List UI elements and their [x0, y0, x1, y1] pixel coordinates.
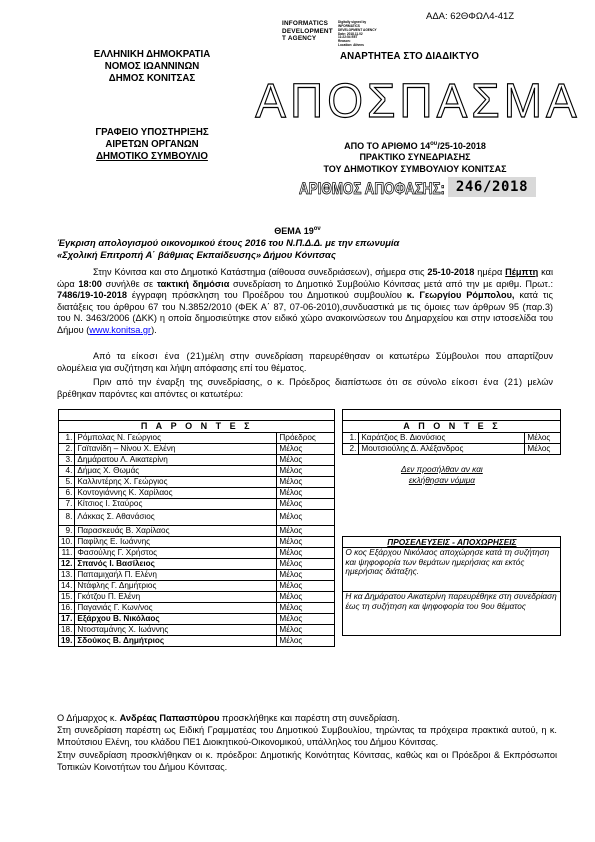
present-header: Π Α Ρ Ο Ν Τ Ε Σ — [59, 420, 335, 432]
closing-section — [57, 712, 557, 773]
empty-cell — [343, 476, 359, 487]
office-line-3: ΔΗΜΟΤΙΚΟ ΣΥΜΒΟΥΛΙΟ — [96, 151, 208, 163]
member-role: Μέλος — [277, 536, 335, 547]
row-number: 9. — [59, 525, 75, 536]
member-role: Μέλος — [277, 476, 335, 487]
member-name: Ντάφλης Γ. Δημήτριος — [75, 580, 277, 591]
empty-cell — [525, 498, 561, 509]
member-name: Γκότζου Π. Ελένη — [75, 591, 277, 602]
meeting-day: Πέμπτη — [505, 267, 539, 277]
gap-cell — [335, 525, 343, 536]
sig-line-6: Reason: — [338, 39, 351, 44]
member-role: Μέλος — [277, 509, 335, 525]
arrival-note-1: Ο κος Εξάρχου Νικόλαος αποχώρησε κατά τη συζήτηση και ψηφοφορία των θεμάτων ημερήσιας και εκτός ημερήσιας διάταξης. — [343, 547, 561, 591]
table-row — [59, 476, 561, 487]
office-line-2: ΑΙΡΕΤΩΝ ΟΡΓΑΝΩΝ — [105, 139, 199, 151]
ref-line-3: ΤΟΥ ΔΗΜΟΤΙΚΟΥ ΣΥΜΒΟΥΛΙΟΥ ΚΟΝΙΤΣΑΣ — [323, 163, 507, 174]
protocol-number: 7486/19-10-2018 — [57, 290, 127, 301]
p1-text-f: έγγραφη πρόσκληση του Προέδρου του Δημοτικού συμβουλίου — [127, 290, 407, 301]
row-number: 2. — [59, 443, 75, 454]
p2-text-a: Από τα — [93, 351, 132, 361]
stamp-text: ΑΠΟΣΠΑΣΜΑ — [255, 73, 581, 128]
row-number: 11. — [59, 547, 75, 558]
gap-cell — [335, 536, 343, 547]
absent-row-number: 2. — [343, 443, 359, 454]
gap-cell — [335, 487, 343, 498]
session-reference — [265, 141, 565, 175]
member-role: Μέλος — [277, 635, 335, 646]
not-came-line-2: εκλήθησαν νόμιμα — [408, 475, 475, 486]
table-row — [59, 525, 561, 536]
sig-line-3: DEVELOPMENT AGENCY — [338, 27, 377, 32]
row-number: 18. — [59, 624, 75, 635]
table-row — [59, 536, 561, 547]
gap-cell — [335, 569, 343, 580]
topic-subject — [57, 237, 553, 261]
office-line-1: ΓΡΑΦΕΙΟ ΥΠΟΣΤΗΡΙΞΗΣ — [95, 127, 209, 138]
informatics-line-1: INFORMATICS — [282, 20, 329, 27]
member-name: Παγανιάς Γ. Κων/νος — [75, 602, 277, 613]
p1-text-h: ). — [151, 324, 157, 335]
thema-sup: ον — [313, 226, 321, 232]
empty-cell — [359, 498, 525, 509]
row-number: 3. — [59, 454, 75, 465]
ada-code: ΑΔΑ: 62ΘΦΩΛ4-41Ζ — [426, 11, 515, 22]
subject-line-2: «Σχολική Επιτροπή Α΄ βάθμιας Εκπαίδευσης» Δήμου Κόνιτσας — [57, 248, 336, 260]
not-came-line-1: Δεν προσήλθαν αν και — [401, 464, 483, 475]
p1-text-d: συνήλθε σε — [101, 278, 157, 289]
arrivals-header: ΠΡΟΣΕΛΕΥΣΕΙΣ - ΑΠΟΧΩΡΗΣΕΙΣ — [343, 536, 561, 547]
row-number: 1. — [59, 432, 75, 443]
gap-cell — [335, 635, 343, 646]
p1-text-c: και ώρα — [57, 267, 553, 289]
member-role: Μέλος — [277, 498, 335, 509]
member-name: Φασούλης Γ. Χρήστος — [75, 547, 277, 558]
empty-cell — [343, 509, 359, 525]
gap-cell — [335, 613, 343, 624]
empty-cell — [525, 635, 561, 646]
member-name: Γαϊτανίδη – Νίνου Χ. Ελένη — [75, 443, 277, 454]
gap-cell — [335, 432, 343, 443]
row-number: 14. — [59, 580, 75, 591]
ref-line-2: ΠΡΑΚΤΙΚΟ ΣΥΝΕΔΡΙΑΣΗΣ — [359, 152, 471, 163]
gap-cell — [335, 443, 343, 454]
subject-line-1: Έγκριση απολογισμού οικονομικού έτους 2016 του Ν.Π.Δ.Δ. με την επωνυμία — [57, 237, 400, 248]
row-number: 12. — [59, 558, 75, 569]
table-header-row — [59, 420, 561, 432]
empty-cell — [525, 454, 561, 465]
member-role: Μέλος — [277, 613, 335, 624]
attendance-table — [58, 409, 561, 647]
website-link[interactable]: www.konitsa.gr — [89, 324, 152, 335]
p1-text-a: Στην Κόνιτσα και στο Δημοτικό Κατάστημα (αίθουσα συνεδριάσεων), σήμερα στις — [93, 267, 428, 277]
sig-line-2: INFORMATICS — [338, 23, 360, 28]
issuer-block — [62, 49, 242, 85]
president-name: κ. Γεωργίου Ρόμπολου, — [406, 290, 515, 301]
row-number: 7. — [59, 498, 75, 509]
p1-text-e: συνεδρίαση το Δημοτικό Συμβούλιο Κόνιτσας μετά από την με αριθμ. Πρωτ.: — [229, 278, 553, 289]
topic-number — [0, 226, 595, 237]
absent-header: Α Π Ο Ν Τ Ε Σ — [343, 420, 561, 432]
decision-label — [298, 176, 446, 198]
arrival-note-2: Η κα Δημάρατου Αικατερίνη παρευρέθηκε στη συνεδρίαση έως τη συζήτηση και ψηφοφορία του 9ου θέματος — [343, 591, 561, 635]
table-row — [59, 498, 561, 509]
ref-line-1 — [265, 141, 565, 152]
p1-text-b: ημέρα — [474, 267, 506, 277]
member-name: Σπανός Ι. Βασίλειος — [75, 558, 277, 569]
row-number: 5. — [59, 476, 75, 487]
gap-cell — [335, 547, 343, 558]
empty-cell — [359, 509, 525, 525]
row-number: 16. — [59, 602, 75, 613]
member-name: Παπαμιχαήλ Π. Ελένη — [75, 569, 277, 580]
member-name: Σδούκος Β. Δημήτριος — [75, 635, 277, 646]
secretary-paragraph: Στη συνεδρίαση παρέστη ως Ειδική Γραμματέας του Δημοτικού Συμβουλίου, τηρώντας τα πρόχειρα πρακτικά αυτού, η κ. Μπούτσιου Ελένη, του κλάδου ΠΕ1 Διοικητικού-Οικονομικού, υπάλληλος του Δήμου Κόνιτσας. — [57, 725, 557, 748]
member-count-2: είκοσι ένα (21) — [451, 377, 523, 387]
attendance-paragraph — [57, 377, 553, 400]
row-number: 15. — [59, 591, 75, 602]
table-row — [59, 547, 561, 558]
empty-cell — [525, 487, 561, 498]
absent-member-name: Καράτζιος Β. Διονύσιος — [359, 432, 525, 443]
row-number: 17. — [59, 613, 75, 624]
empty-cell — [359, 525, 525, 536]
decision-number-box — [298, 176, 536, 198]
row-number: 4. — [59, 465, 75, 476]
prefecture-title: ΝΟΜΟΣ ΙΩΑΝΝΙΝΩΝ — [104, 61, 200, 73]
mayor-paragraph — [57, 712, 557, 724]
p3-text-a: Πριν από την έναρξη της συνεδρίασης, ο κ. Πρόεδρος διαπίστωσε ότι σε σύνολο — [93, 377, 452, 387]
empty-cell — [343, 487, 359, 498]
gap-cell — [335, 465, 343, 476]
gap-cell — [335, 509, 343, 525]
member-role: Μέλος — [277, 558, 335, 569]
row-number: 6. — [59, 487, 75, 498]
empty-cell — [343, 525, 359, 536]
member-role: Μέλος — [277, 465, 335, 476]
row-number: 13. — [59, 569, 75, 580]
member-role: Μέλος — [277, 602, 335, 613]
ref-suffix: /25-10-2018 — [437, 141, 486, 151]
absent-member-role: Μέλος — [525, 432, 561, 443]
mayor-name: Ανδρέας Παπασπύρου — [119, 713, 220, 723]
ref-sup: ου — [430, 141, 438, 147]
empty-cell — [525, 509, 561, 525]
member-name: Κοντογιάννης Κ. Χαρίλαος — [75, 487, 277, 498]
table-row-spacer — [59, 410, 561, 421]
empty-cell — [525, 465, 561, 476]
member-name: Ρόμπολας Ν. Γεώργιος — [75, 432, 277, 443]
informatics-logo — [282, 20, 392, 48]
meeting-time: 18:00 — [78, 278, 102, 289]
table-row — [59, 487, 561, 498]
member-role: Μέλος — [277, 624, 335, 635]
digital-signature-note — [338, 21, 390, 48]
absent-member-role: Μέλος — [525, 443, 561, 454]
row-number: 8. — [59, 509, 75, 525]
p3-text-b: μελών βρέθηκαν παρόντες και απόντες οι κατωτέρω: — [57, 377, 553, 399]
member-role: Μέλος — [277, 580, 335, 591]
mayor-text-b: προσκλήθηκε και παρέστη στη συνεδρίαση. — [219, 713, 400, 723]
empty-cell — [343, 454, 359, 465]
member-role: Μέλος — [277, 487, 335, 498]
empty-cell — [359, 487, 525, 498]
gap-cell — [335, 454, 343, 465]
sig-line-5: 11:22:54 EET — [338, 35, 358, 40]
gap-cell — [335, 410, 343, 421]
member-name: Παφίλης Ε. Ιωάννης — [75, 536, 277, 547]
member-name: Δήμας Χ. Θωμάς — [75, 465, 277, 476]
table-row — [59, 465, 561, 476]
thema-label: ΘΕΜΑ 19 — [274, 226, 314, 236]
republic-title: ΕΛΛΗΝΙΚΗ ΔΗΜΟΚΡΑΤΙΑ — [93, 49, 211, 60]
member-role: Μέλος — [277, 525, 335, 536]
absent-member-name: Μουτσιούλης Δ. Αλέξανδρος — [359, 443, 525, 454]
absent-row-number: 1. — [343, 432, 359, 443]
municipality-title: ΔΗΜΟΣ ΚΟΝΙΤΣΑΣ — [108, 73, 196, 85]
member-name: Καλλιντέρης Χ. Γεώργιος — [75, 476, 277, 487]
mayor-text-a: Ο Δήμαρχος κ. — [57, 713, 120, 723]
gap-cell — [335, 624, 343, 635]
empty-cell — [343, 498, 359, 509]
table-row — [59, 591, 561, 602]
member-role: Μέλος — [277, 547, 335, 558]
member-name: Δημάρατου Λ. Αικατερίνη — [75, 454, 277, 465]
ref-prefix: ΑΠΟ ΤΟ ΑΡΙΘΜΟ 14 — [344, 141, 431, 151]
gap-cell — [335, 591, 343, 602]
empty-cell — [525, 476, 561, 487]
member-role: Μέλος — [277, 591, 335, 602]
row-number: 19. — [59, 635, 75, 646]
sig-line-7: Location: Athens — [338, 43, 364, 48]
member-name: Παρασκευάς Β. Χαρίλαος — [75, 525, 277, 536]
gap-cell — [335, 498, 343, 509]
empty-cell — [343, 635, 359, 646]
gap-cell — [335, 580, 343, 591]
sig-line-4: Date: 2018.11.02 — [338, 31, 363, 36]
quorum-paragraph — [57, 351, 553, 374]
empty-cell — [343, 465, 359, 476]
spacer-cell-right — [343, 410, 561, 421]
apospasma-stamp — [255, 70, 581, 128]
office-block — [62, 127, 242, 163]
gap-cell — [335, 476, 343, 487]
table-row — [59, 432, 561, 443]
member-role: Πρόεδρος — [277, 432, 335, 443]
row-number: 10. — [59, 536, 75, 547]
member-role: Μέλος — [277, 454, 335, 465]
decision-label-text: ΑΡΙΘΜΟΣ ΑΠΟΦΑΣΗΣ: — [299, 180, 445, 198]
p1-text-g: κατά τις διατάξεις του άρθρου 67 του Ν.3852/2010 (ΦΕΚ Α΄ 87, 07-06-2010),συνδυαστικά με τις όμοιες των άρθρων 95 (παρ.3) του Ν. 3463/2006 (ΔΚΚ) η οποία δημοσιεύτηκε στον ειδικό χώρο ανακοινώσεων του Δημαρχείου και στην ιστοσελίδα του Δήμου ( — [57, 290, 553, 335]
member-name: Ντοσταμάνης Χ. Ιωάννης — [75, 624, 277, 635]
invited-paragraph: Στην συνεδρίαση προσκλήθηκαν οι κ. πρόεδροι: Δημοτικής Κοινότητας Κόνιτσας, καθώς και οι Πρόεδροι & Εκπρόσωποι Τοπικών Κοινοτήτων του Δήμου Κόνιτσας. — [57, 749, 557, 772]
informatics-label — [282, 20, 333, 43]
spacer-cell — [59, 410, 335, 421]
member-role: Μέλος — [277, 569, 335, 580]
informatics-line-2: DEVELOPMENT — [282, 27, 333, 35]
web-post-notice: ΑΝΑΡΤΗΤΕΑ ΣΤΟ ΔΙΑΔΙΚΤΥΟ — [340, 51, 479, 62]
decision-number: 246/2018 — [448, 177, 536, 197]
table-row — [59, 635, 561, 646]
informatics-line-3: T AGENCY — [282, 35, 317, 43]
table-row — [59, 509, 561, 525]
empty-cell — [359, 635, 525, 646]
table-row — [59, 454, 561, 465]
meeting-type: τακτική δημόσια — [156, 278, 230, 289]
gap-cell — [335, 420, 343, 432]
member-name: Εξάρχου Β. Νικόλαος — [75, 613, 277, 624]
sig-line-1: Digitally signed by — [338, 20, 367, 24]
p2-text-b: μέλη στην συνεδρίαση παρευρέθησαν οι κατωτέρω Σύμβουλοι που απαρτίζουν ολομέλεια για συζήτηση και λήψη απόφασης επί του θέματος. — [57, 351, 553, 373]
gap-cell — [335, 602, 343, 613]
member-name: Λάκκας Σ. Αθανάσιος — [75, 509, 277, 525]
table-row — [59, 443, 561, 454]
member-role: Μέλος — [277, 443, 335, 454]
meeting-date: 25-10-2018 — [427, 267, 475, 277]
member-count-1: είκοσι ένα (21) — [131, 351, 205, 361]
intro-paragraph — [57, 267, 553, 337]
empty-cell — [525, 525, 561, 536]
member-name: Κίτσιος Ι. Σταύρος — [75, 498, 277, 509]
gap-cell — [335, 558, 343, 569]
